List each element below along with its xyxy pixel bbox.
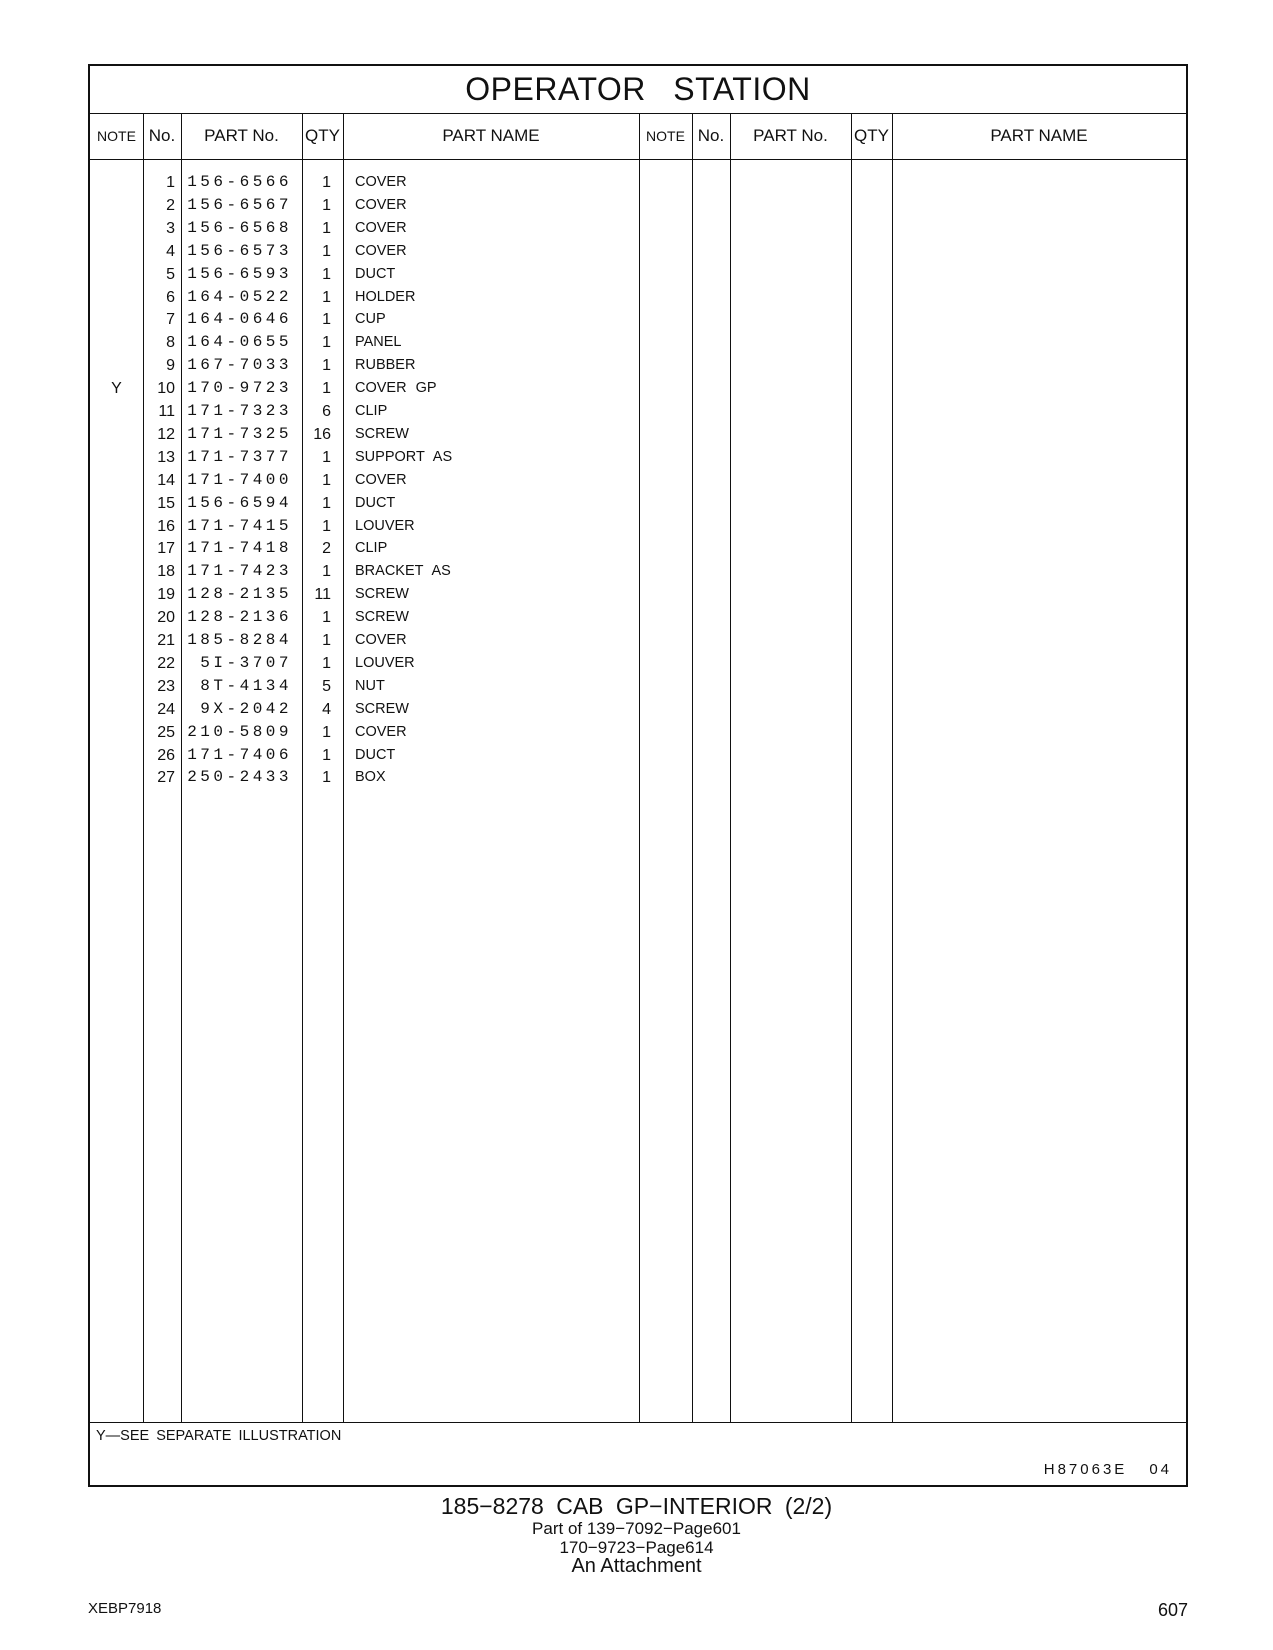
part-name: LOUVER xyxy=(355,517,415,534)
part-number: 164-0655 xyxy=(187,333,292,352)
note-cell xyxy=(90,286,143,309)
part-number: 9X-2042 xyxy=(200,699,292,718)
part-name: BOX xyxy=(355,769,386,786)
table-row xyxy=(90,446,1186,469)
part-number: 171-7423 xyxy=(187,562,292,581)
item-number: 24 xyxy=(157,700,175,718)
part-number: 170-9723 xyxy=(187,379,292,398)
part-number: 156-6573 xyxy=(187,241,292,260)
item-number: 21 xyxy=(157,632,175,649)
quantity: 1 xyxy=(322,288,331,306)
note-cell xyxy=(90,515,143,538)
table-row xyxy=(90,171,1186,194)
part-number: 128-2135 xyxy=(187,585,292,604)
note-cell xyxy=(90,446,143,469)
table-row xyxy=(90,240,1186,263)
quantity: 6 xyxy=(322,403,331,420)
table-row xyxy=(90,606,1186,629)
table-header xyxy=(90,113,1186,160)
note-cell xyxy=(90,629,143,652)
table-row xyxy=(90,698,1186,721)
part-name: COVER GP xyxy=(355,380,437,397)
part-name: COVER xyxy=(355,632,407,648)
item-number: 18 xyxy=(157,563,175,581)
quantity: 11 xyxy=(314,586,331,604)
item-number: 22 xyxy=(157,654,175,672)
item-number: 11 xyxy=(158,403,175,420)
table-row xyxy=(90,652,1186,675)
note-cell xyxy=(90,744,143,767)
note-cell xyxy=(90,606,143,629)
item-number: 6 xyxy=(166,288,175,306)
section-title: OPERATOR STATION xyxy=(90,66,1186,114)
quantity: 1 xyxy=(322,769,331,787)
item-number: 17 xyxy=(157,540,175,558)
part-name: SCREW xyxy=(355,609,409,626)
table-row xyxy=(90,263,1186,286)
quantity: 1 xyxy=(322,632,331,649)
part-name: NUT xyxy=(355,677,385,694)
footnote: Y—SEE SEPARATE ILLUSTRATION xyxy=(96,1428,342,1444)
note-cell xyxy=(90,766,143,789)
part-name: COVER xyxy=(355,242,407,259)
illustration-code-value: H87063E xyxy=(1043,1461,1128,1478)
note-cell xyxy=(90,537,143,560)
table-row xyxy=(90,217,1186,240)
item-number: 26 xyxy=(157,746,175,764)
table-row xyxy=(90,629,1186,652)
part-number: 210-5809 xyxy=(187,722,292,741)
item-number: 12 xyxy=(157,425,175,443)
part-number: 171-7400 xyxy=(187,470,292,489)
quantity: 2 xyxy=(322,540,331,558)
table-row xyxy=(90,537,1186,560)
quantity: 1 xyxy=(322,380,331,398)
table-row xyxy=(90,423,1186,446)
item-number: 14 xyxy=(157,471,175,489)
item-number: 2 xyxy=(166,196,175,214)
table-row xyxy=(90,583,1186,606)
item-number: 9 xyxy=(166,357,175,375)
table-body xyxy=(90,159,1186,1423)
table-row xyxy=(90,721,1186,744)
part-name: CLIP xyxy=(355,403,388,419)
note-cell xyxy=(90,583,143,606)
part-number: 156-6594 xyxy=(187,493,292,512)
part-name: COVER xyxy=(355,174,407,190)
note-cell xyxy=(90,400,143,423)
note-cell xyxy=(90,492,143,515)
item-number: 15 xyxy=(157,494,175,512)
note-cell xyxy=(90,171,143,194)
item-number: 1 xyxy=(166,174,175,191)
item-number: 4 xyxy=(166,242,175,260)
quantity: 1 xyxy=(322,219,331,237)
parts-list-sheet xyxy=(88,64,1188,1487)
illustration-code xyxy=(1044,1461,1172,1478)
part-number: 171-7377 xyxy=(187,447,292,466)
header-qty-left: QTY xyxy=(305,126,340,145)
quantity: 1 xyxy=(322,174,331,191)
part-name: COVER xyxy=(355,196,407,213)
part-name: DUCT xyxy=(355,746,396,763)
quantity: 1 xyxy=(322,494,331,512)
quantity: 1 xyxy=(322,609,331,627)
part-number: 164-0646 xyxy=(187,310,292,329)
quantity: 1 xyxy=(322,723,331,741)
quantity: 1 xyxy=(322,448,331,466)
quantity: 1 xyxy=(322,746,331,764)
quantity: 1 xyxy=(322,471,331,489)
item-number: 25 xyxy=(157,723,175,741)
table-row xyxy=(90,400,1186,423)
quantity: 1 xyxy=(322,517,331,535)
part-number: 171-7325 xyxy=(187,424,292,443)
table-row xyxy=(90,744,1186,767)
part-name: SCREW xyxy=(355,586,409,603)
item-number: 27 xyxy=(157,769,175,787)
header-qty-right: QTY xyxy=(854,126,889,145)
header-part-name-right: PART NAME xyxy=(990,126,1088,145)
item-number: 7 xyxy=(166,311,175,329)
part-number: 156-6566 xyxy=(187,173,292,191)
part-name: LOUVER xyxy=(355,654,415,671)
note-cell xyxy=(90,469,143,492)
quantity: 1 xyxy=(322,563,331,581)
part-number: 8T-4134 xyxy=(200,676,292,695)
part-number: 128-2136 xyxy=(187,608,292,627)
caption-reference: 170−9723−Page614 xyxy=(559,1538,714,1557)
note-cell xyxy=(90,331,143,354)
quantity: 1 xyxy=(322,334,331,352)
part-name: CUP xyxy=(355,311,386,328)
part-number: 171-7415 xyxy=(187,516,292,535)
quantity: 1 xyxy=(322,357,331,375)
part-name: SUPPORT AS xyxy=(355,448,453,465)
quantity: 1 xyxy=(322,311,331,329)
caption-title: 185−8278 CAB GP−INTERIOR (2/2) xyxy=(440,1493,833,1519)
illustration-revision: 04 xyxy=(1149,1461,1172,1478)
note-cell xyxy=(90,240,143,263)
part-number: 185-8284 xyxy=(187,631,292,649)
header-part-name-left: PART NAME xyxy=(442,126,540,145)
quantity: 5 xyxy=(322,677,331,695)
quantity: 16 xyxy=(313,425,331,443)
part-name: RUBBER xyxy=(355,357,416,374)
note-cell xyxy=(90,354,143,377)
header-no-left: No. xyxy=(148,126,176,145)
part-name: SCREW xyxy=(355,700,409,717)
part-name: SCREW xyxy=(355,425,409,442)
table-row xyxy=(90,377,1186,400)
header-note-right: NOTE xyxy=(646,128,685,144)
part-number: 250-2433 xyxy=(187,768,292,787)
table-row xyxy=(90,308,1186,331)
header-part-no-right: PART No. xyxy=(753,126,828,145)
table-row xyxy=(90,194,1186,217)
note-cell xyxy=(90,675,143,698)
table-row xyxy=(90,492,1186,515)
caption-part-of: Part of 139−7092−Page601 xyxy=(532,1519,741,1538)
table-row xyxy=(90,515,1186,538)
part-number: 156-6568 xyxy=(187,218,292,237)
part-name: BRACKET AS xyxy=(355,563,451,580)
note-cell xyxy=(90,560,143,583)
part-name: CLIP xyxy=(355,540,388,557)
part-number: 156-6593 xyxy=(187,264,292,283)
part-name: DUCT xyxy=(355,494,396,511)
table-row xyxy=(90,331,1186,354)
note-cell: Y xyxy=(111,380,122,398)
table-row xyxy=(90,286,1186,309)
header-no-right: No. xyxy=(697,126,725,145)
part-number: 5I-3707 xyxy=(200,653,292,672)
note-cell xyxy=(90,698,143,721)
part-name: COVER xyxy=(355,723,407,740)
table-row xyxy=(90,469,1186,492)
note-cell xyxy=(90,652,143,675)
part-number: 164-0522 xyxy=(187,287,292,306)
part-number: 171-7323 xyxy=(187,402,292,420)
page-number: 607 xyxy=(1157,1600,1188,1620)
quantity: 4 xyxy=(322,700,331,718)
header-part-no-left: PART No. xyxy=(204,126,279,145)
note-cell xyxy=(90,308,143,331)
quantity: 1 xyxy=(322,265,331,283)
quantity: 1 xyxy=(322,196,331,214)
item-number: 19 xyxy=(157,586,175,604)
part-number: 167-7033 xyxy=(187,356,292,375)
item-number: 3 xyxy=(166,219,175,237)
quantity: 1 xyxy=(322,242,331,260)
part-number: 156-6567 xyxy=(187,195,292,214)
part-name: DUCT xyxy=(355,265,396,282)
part-number: 171-7418 xyxy=(187,539,292,558)
table-row xyxy=(90,354,1186,377)
part-number: 171-7406 xyxy=(187,745,292,764)
header-note-left: NOTE xyxy=(97,128,136,144)
table-row xyxy=(90,766,1186,789)
item-number: 5 xyxy=(166,265,175,283)
caption-attachment: An Attachment xyxy=(571,1555,702,1577)
note-cell xyxy=(90,263,143,286)
part-name: PANEL xyxy=(355,334,402,351)
quantity: 1 xyxy=(322,654,331,672)
note-cell xyxy=(90,217,143,240)
part-name: HOLDER xyxy=(355,288,416,305)
note-cell xyxy=(90,721,143,744)
part-name: COVER xyxy=(355,471,407,488)
table-row xyxy=(90,560,1186,583)
item-number: 10 xyxy=(157,380,175,398)
part-name: COVER xyxy=(355,219,407,236)
note-cell xyxy=(90,423,143,446)
table-row xyxy=(90,675,1186,698)
item-number: 16 xyxy=(157,517,175,535)
item-number: 13 xyxy=(157,448,175,466)
item-number: 23 xyxy=(157,677,175,695)
document-id: XEBP7918 xyxy=(88,1600,162,1617)
item-number: 20 xyxy=(157,609,175,627)
item-number: 8 xyxy=(166,334,175,352)
note-cell xyxy=(90,194,143,217)
